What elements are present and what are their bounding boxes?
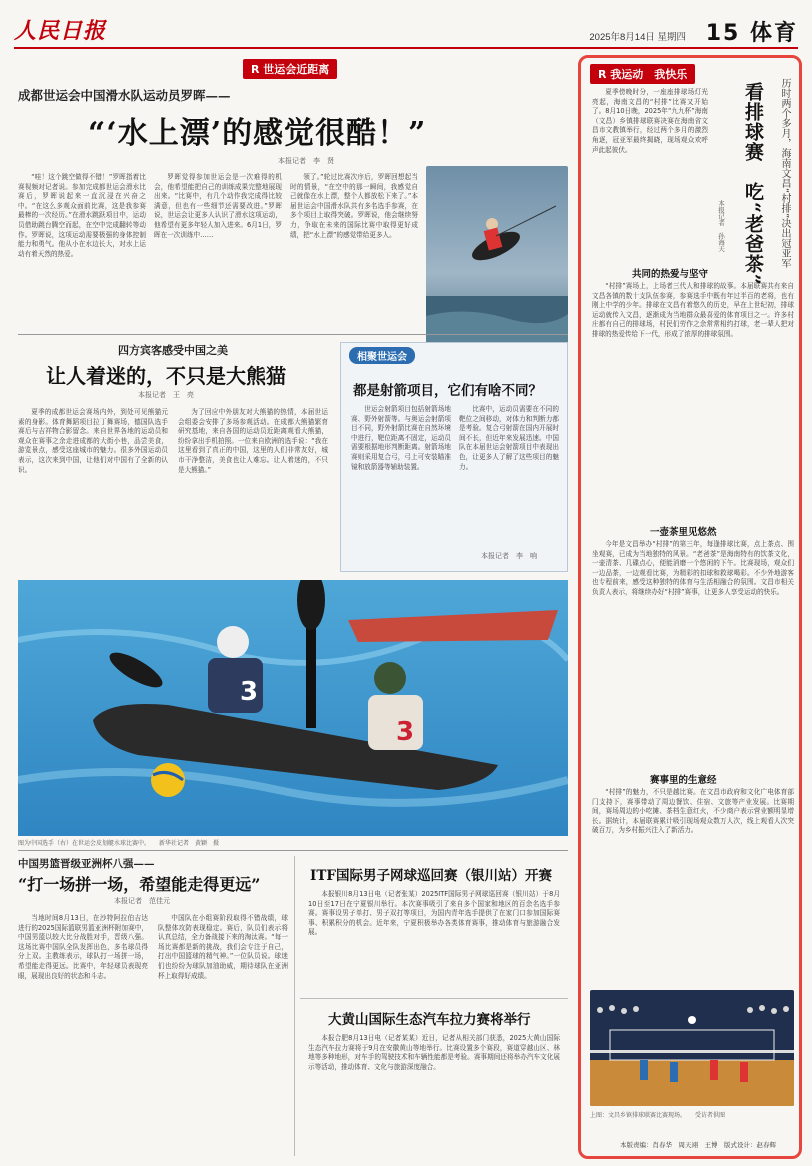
rally-article [300, 1000, 568, 1156]
section-heading-business: 赛事里的生意经 [650, 775, 717, 786]
feature-byline: 本报记者 李 贤 [278, 157, 334, 165]
feature-column-3: 领了。”轮过比赛次序后，罗晖回想起当时的情景，“在空中的那一瞬间，我感觉自己就像在水上漂，整个人都放松下来了。”本届世运会中国滑水队共有多名选手参赛，在多个项目上取得突破。罗晖说，他会继续努力，争取在未来的国际比赛中取得更好成绩，把“水上漂”的感觉带给更多人。 [290, 173, 418, 239]
volleyball-headline: 看排球赛 吃“老爸茶” [742, 82, 764, 286]
archery-headline: 都是射箭项目，它们有啥不同？ [353, 383, 542, 399]
feature-column-1: “哇！这个跳空做得不错！”罗晖指着比赛视频对记者说。参加完成都世运会滑水比赛后，罗晖说起来一直沉浸在兴奋之中。“在这么多观众面前比赛，这是我参赛最棒的一次经历。”在滑水跳跃项目中，运动员借助跳台腾空而起，在空中完成翻转等动作。罗晖说，这项运动需要极强的身体控制能力和勇气。他从小在水边长大，对水上运动有着天然的热爱。 [18, 173, 146, 258]
page-number-section: 15 体育 [705, 21, 798, 46]
page-editors: 本版责编：肖春华 周天翊 王博 版式设计：赵春辉 [620, 1141, 776, 1149]
panda-kicker: 四方宾客感受中国之美 [118, 344, 228, 357]
divider [18, 334, 568, 335]
feature-section-tag: R 世运会近距离 [243, 59, 337, 79]
volleyball-lead: 夏季傍晚时分，一座座排球场灯光亮起，海南文昌的“村排”比赛又开始了。8月10日晚，2025年“九九杯”海南（文昌）乡镇排球联赛决赛在海南省文昌市文教镇举行，经过两个多月的激烈角逐，冠亚军最终揭晓，现场观众欢呼声此起彼伏。 [592, 88, 708, 154]
archery-section-tag: 相聚世运会 [349, 347, 415, 364]
basketball-kicker: 中国男篮晋级亚洲杯八强—— [18, 858, 155, 870]
svg-text:3: 3 [396, 717, 415, 747]
basketball-article [18, 856, 290, 1156]
tennis-body: 本报银川8月13日电（记者张某）2025ITF国际男子网球巡回赛（银川站）于8月10日至17日在宁夏银川举行。本次赛事吸引了来自多个国家和地区的百余名选手参赛。赛事设男子单打、男子双打等项目，为国内青年选手提供了在家门口参加国际赛事、积累积分的机会。近年来，宁夏积极举办各类体育赛事，推动体育与旅游融合发展。 [308, 890, 560, 937]
archery-byline: 本报记者 李 响 [481, 552, 537, 560]
basketball-column-2: 中国队在小组赛阶段取得不错战绩，球队整体攻防表现稳定。赛后，队员们表示将认真总结，全力备战接下来的淘汰赛。“每一场比赛都是新的挑战，我们会专注于自己，打出中国篮球的精气神。”一位队员说。球迷们也纷纷为球队加油助威，期待球队在亚洲杯上取得好成绩。 [158, 914, 288, 980]
archery-column-1: 世运会射箭项目包括射箭场地赛、野外射箭等。与奥运会射箭项目不同，野外射箭比赛在自然环境中进行，靶位距离不固定，运动员需要根据地形判断距离。射箭场地赛则采用复合弓，弓上可安装瞄准镜和放箭器等辅助装置。 [351, 405, 451, 471]
feature-kicker: 成都世运会中国滑水队运动员罗晖—— [18, 88, 231, 103]
section-heading-passion: 共同的热爱与坚守 [632, 269, 709, 280]
tennis-article [300, 856, 568, 996]
canoe-polo-caption: 图为中国选手（右）在世运会皮划艇水球比赛中。 新华社记者 黄颖 摄 [18, 840, 220, 847]
basketball-column-1: 当地时间8月13日，在沙特阿拉伯吉达进行的2025国际篮联男篮亚洲杯附加赛中，中国男篮以较大比分战胜对手，晋级八强。这场比赛中国队全队发挥出色，多名球员得分上双。主教练表示，球队打一场拼一场，希望能走得更远。比赛中，年轻球员表现亮眼，展现出良好的状态和斗志。 [18, 914, 148, 980]
panda-article [18, 342, 330, 572]
volleyball-photo-caption: 上图：文昌乡镇排球联赛比赛现场。 受访者供图 [590, 1112, 726, 1119]
section-heading-tea: 一壶茶里见悠然 [650, 527, 717, 538]
masthead-rule [14, 47, 798, 49]
basketball-byline: 本报记者 范佳元 [114, 897, 170, 905]
rally-body: 本报合肥8月13日电（记者某某）近日，记者从相关部门获悉，2025大黄山国际生态汽车拉力赛将于9月在安徽黄山等地举行。比赛设置多个赛段，赛道穿越山区、林地等多种地形，对车手的驾驶技术和车辆性能都是考验。赛事期间还将举办汽车文化展示等活动，推动体育、文化与旅游深度融合。 [308, 1034, 560, 1071]
basketball-headline: “打一场拼一场，希望能走得更远” [18, 875, 261, 894]
wakeboard-photo [426, 166, 568, 360]
volleyball-match-photo [590, 990, 794, 1106]
canoe-polo-photo [18, 580, 568, 836]
divider [300, 998, 568, 999]
issue-date: 2025年8月14日 星期四 [589, 32, 686, 43]
panda-column-1: 夏季的成都世运会赛场内外，到处可见熊猫元素的身影。体育舞蹈项目拉丁舞赛场，德国队选手赛后与吉祥物合影留念。来自世界各地的运动员和观众在赛事之余走进成都的大街小巷，品尝美食，游览景点，感受这座城市的魅力。很多外国运动员表示，这次来到中国，让他们对中国有了全新的认识。 [18, 408, 168, 474]
volleyball-section-tag: R 我运动 我快乐 [590, 64, 695, 84]
archery-column-2: 比赛中，运动员需要在不同的靶位之间移动，对体力和判断力都是考验。复合弓射箭在国内开展时间不长，但近年来发展迅速。中国队在本届世运会射箭项目中表现出色，让更多人了解了这些项目的魅力。 [459, 405, 559, 471]
feature-headline: “‘水上漂’的感觉很酷！” [88, 116, 427, 151]
feature-article [18, 58, 568, 330]
masthead [14, 14, 798, 46]
section-body-business: “村排”的魅力，不只是越比赛。在文昌市政府和文化广电体育部门支持下，赛事带动了周边餐饮、住宿、文旅等产业发展。比赛期间，赛场周边的小吃摊、茶档生意红火，不少商户表示营业额明显增长。据统计，本届联赛累计吸引现场观众数万人次，线上观看人次突破百万，为乡村振兴注入了新活力。 [592, 788, 794, 835]
section-body-passion: “村排”赛场上，上场者三代人和排球的故事。本届联赛共有来自文昌各镇的数十支队伍参赛，参赛选手中既有年过半百的老将，也有刚上中学的少年。排球在文昌有着悠久的历史，早在上世纪初，排球运动就传入文昌，逐渐成为当地群众最喜爱的体育项目之一。许多村庄都有自己的排球场，村民们劳作之余常常相约打球，老一辈人把对排球的热爱传给下一代，形成了浓厚的排球氛围。 [592, 282, 794, 338]
panda-headline: 让人着迷的，不只是大熊猫 [46, 364, 286, 388]
newspaper-logo: 人民日报 [14, 18, 107, 44]
volleyball-subtitle: 历时两个多月，海南文昌“村排”决出冠亚军 [779, 78, 790, 269]
volleyball-byline: 本报记者 孙海天 [717, 200, 725, 252]
svg-text:3: 3 [240, 677, 259, 707]
archery-article [340, 342, 568, 572]
divider [18, 850, 568, 851]
tennis-headline: ITF国际男子网球巡回赛（银川站）开赛 [310, 868, 552, 884]
feature-column-2: 罗晖觉得参加世运会是一次难得的机会，他希望能把自己的训练成果完整地展现出来。“比赛中，有几个动作我完成得比较满意，但也有一些细节还需要改进。”罗晖说，世运会让更多人认识了滑水这项运动，他希望有更多年轻人加入进来。6月1日，罗晖在一次训练中…… [154, 173, 282, 239]
divider [294, 856, 295, 1156]
section-body-tea: 今年是文昌举办“村排”的第三年，每逢排球比赛，点上茶点、围坐观赛，已成为当地独特的风景。“老爸茶”是海南特有的饮茶文化，一壶清茶、几碟点心，便能消磨一个悠闲的下午。比赛现场，观众们一边品茶，一边观看比赛，为精彩的扣球和救球喝彩。不少外地游客也专程前来，感受这种独特的体育与生活相融合的氛围。文昌市相关负责人表示，将继续办好“村排”赛事，让更多人享受运动的快乐。 [592, 540, 794, 596]
panda-column-2: 为了回应中外朋友对大熊猫的热情，本届世运会组委会安排了多场参观活动。在成都大熊猫繁育研究基地，来自各国的运动员近距离观看大熊猫，纷纷拿出手机拍照。一位来自欧洲的选手说：“我在这里看到了真正的中国，这里的人们非常友好，城市干净整洁，美食也让人难忘。让人着迷的，不只是大熊猫。” [178, 408, 328, 474]
rally-headline: 大黄山国际生态汽车拉力赛将举行 [328, 1012, 531, 1028]
panda-byline: 本报记者 王 亮 [138, 391, 194, 399]
